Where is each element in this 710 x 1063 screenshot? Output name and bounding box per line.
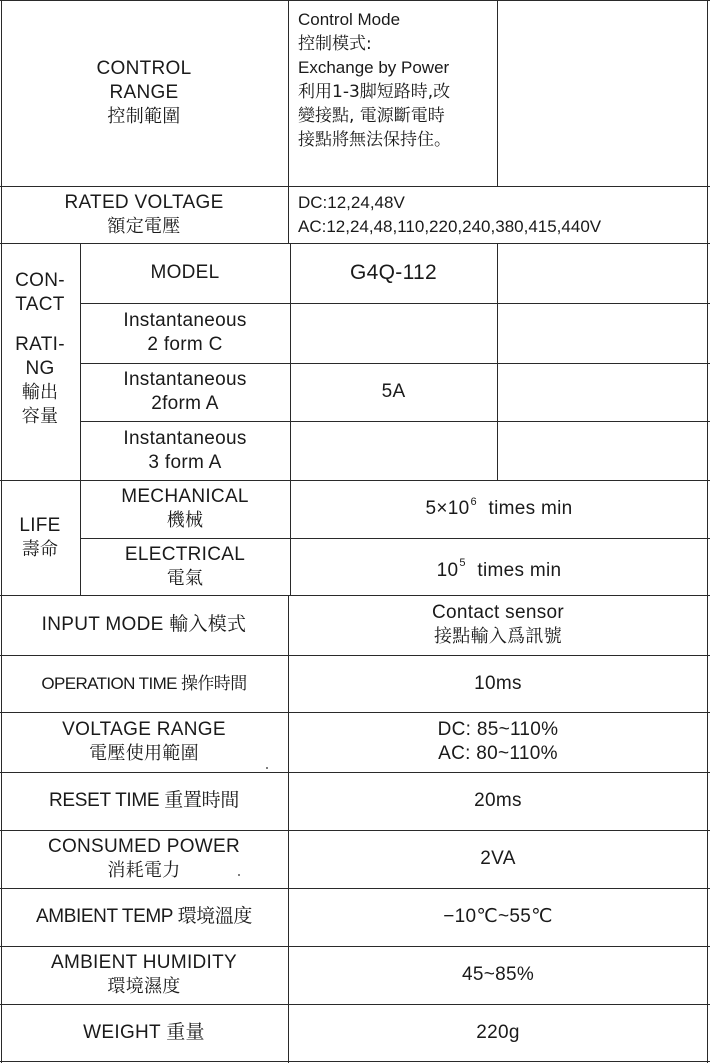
rated-voltage-dc: DC:12,24,48V bbox=[298, 192, 405, 212]
voltage-range-value bbox=[288, 712, 708, 772]
scan-speck bbox=[238, 874, 240, 876]
consumed-power-label bbox=[0, 830, 288, 888]
contact-rating-line: NG bbox=[25, 358, 55, 379]
contact-row-3a bbox=[80, 421, 290, 480]
control-range-label-zh: 控制範圍 bbox=[107, 106, 181, 127]
rated-voltage-label-zh: 額定電壓 bbox=[107, 215, 181, 237]
electrical-zh: 電氣 bbox=[166, 567, 204, 589]
contact-row-type: Instantaneous bbox=[123, 427, 247, 449]
control-mode-line: 控制模式: bbox=[298, 34, 372, 54]
operation-time-value: 10ms bbox=[474, 672, 522, 694]
consumed-power-zh: 消耗電力 bbox=[107, 860, 181, 881]
contact-row-form: 2 form C bbox=[147, 334, 223, 355]
contact-current: 5A bbox=[381, 380, 406, 402]
voltage-range-zh: 電壓使用範圍 bbox=[89, 743, 199, 764]
contact-row-type: Instantaneous bbox=[123, 369, 247, 390]
control-mode-line: 接點將無法保持住。 bbox=[298, 130, 451, 150]
electrical-base: 10 bbox=[436, 559, 459, 581]
input-mode-label: INPUT MODE 輸入模式 bbox=[41, 614, 247, 635]
voltage-range-en: VOLTAGE RANGE bbox=[62, 719, 226, 740]
control-mode-line: Control Mode bbox=[298, 10, 401, 29]
voltage-range-ac: AC: 80~110% bbox=[438, 743, 558, 764]
model-value: G4Q-112 bbox=[350, 261, 437, 284]
weight-value: 220g bbox=[476, 1021, 520, 1043]
control-mode-line: Exchange by Power bbox=[298, 58, 450, 77]
life-label-en: LIFE bbox=[19, 514, 61, 536]
mechanical-unit: times min bbox=[488, 498, 573, 519]
ambient-temp-value: −10℃~55℃ bbox=[443, 906, 553, 927]
rated-voltage-ac: AC:12,24,48,110,220,240,380,415,440V bbox=[298, 216, 602, 236]
electrical-value bbox=[437, 559, 562, 583]
mechanical-exp: 6 bbox=[470, 495, 477, 508]
mechanical-base: 5×10 bbox=[425, 498, 470, 519]
voltage-range-dc: DC: 85~110% bbox=[437, 719, 559, 740]
row-line bbox=[0, 1061, 710, 1062]
electrical-en: ELECTRICAL bbox=[124, 543, 246, 565]
control-mode-description bbox=[288, 8, 497, 180]
control-mode-line: 利用1-3脚短路時,改 bbox=[298, 82, 451, 102]
ambient-humidity-en: AMBIENT HUMIDITY bbox=[50, 952, 237, 973]
input-mode-en: Contact sensor bbox=[432, 602, 564, 623]
control-mode-line: 變接點, 電源斷電時 bbox=[298, 106, 445, 126]
reset-time-value: 20ms bbox=[474, 790, 522, 811]
electrical-exp: 5 bbox=[459, 557, 466, 570]
voltage-range-label bbox=[0, 712, 288, 772]
contact-rating-line: RATI- bbox=[15, 334, 65, 355]
input-mode-zh: 接點輸入爲訊號 bbox=[433, 626, 563, 647]
life-label bbox=[0, 480, 80, 595]
rated-voltage-label-en: RATED VOLTAGE bbox=[64, 191, 224, 213]
mechanical-zh: 機械 bbox=[166, 510, 204, 531]
reset-time-label: RESET TIME 重置時間 bbox=[48, 790, 240, 811]
contact-row-type: Instantaneous bbox=[123, 310, 247, 331]
contact-rating-line: CON- bbox=[15, 270, 65, 291]
contact-row-2a bbox=[80, 363, 290, 421]
divider-contact-right bbox=[497, 243, 498, 480]
control-range-label-en: CONTROL RANGE bbox=[96, 58, 192, 103]
model-label: MODEL bbox=[150, 262, 220, 283]
consumed-power-value: 2VA bbox=[480, 848, 516, 869]
life-electrical-label bbox=[80, 538, 290, 595]
consumed-power-en: CONSUMED POWER bbox=[47, 836, 241, 857]
life-label-zh: 壽命 bbox=[21, 538, 59, 560]
life-mechanical-value bbox=[290, 480, 708, 538]
rated-voltage-values bbox=[288, 186, 708, 243]
electrical-unit: times min bbox=[477, 559, 562, 581]
ambient-temp-label: AMBIENT TEMP 環境溫度 bbox=[36, 906, 252, 927]
divider-right-top bbox=[497, 0, 498, 186]
contact-rating-line: 容量 bbox=[21, 406, 59, 427]
ambient-humidity-value: 45~85% bbox=[461, 964, 535, 985]
input-mode-value bbox=[288, 595, 708, 655]
operation-time-label: OPERATION TIME 操作時間 bbox=[41, 673, 247, 693]
life-electrical-value bbox=[290, 538, 708, 595]
contact-rating-line: TACT bbox=[15, 294, 65, 315]
mechanical-en: MECHANICAL bbox=[121, 486, 249, 507]
contact-row-2c bbox=[80, 303, 290, 363]
ambient-humidity-label bbox=[0, 946, 288, 1004]
rated-voltage-label bbox=[0, 186, 288, 243]
contact-row-form: 3 form A bbox=[148, 451, 222, 473]
contact-row-form: 2form A bbox=[151, 393, 219, 414]
scan-speck bbox=[266, 767, 268, 769]
contact-rating-line: 輸出 bbox=[21, 382, 59, 403]
control-range-label bbox=[0, 0, 288, 186]
mechanical-value bbox=[425, 497, 572, 521]
ambient-humidity-zh: 環境濕度 bbox=[107, 976, 181, 997]
contact-rating-label bbox=[0, 243, 80, 480]
weight-label: WEIGHT 重量 bbox=[83, 1021, 205, 1043]
life-mechanical-label bbox=[80, 480, 290, 538]
